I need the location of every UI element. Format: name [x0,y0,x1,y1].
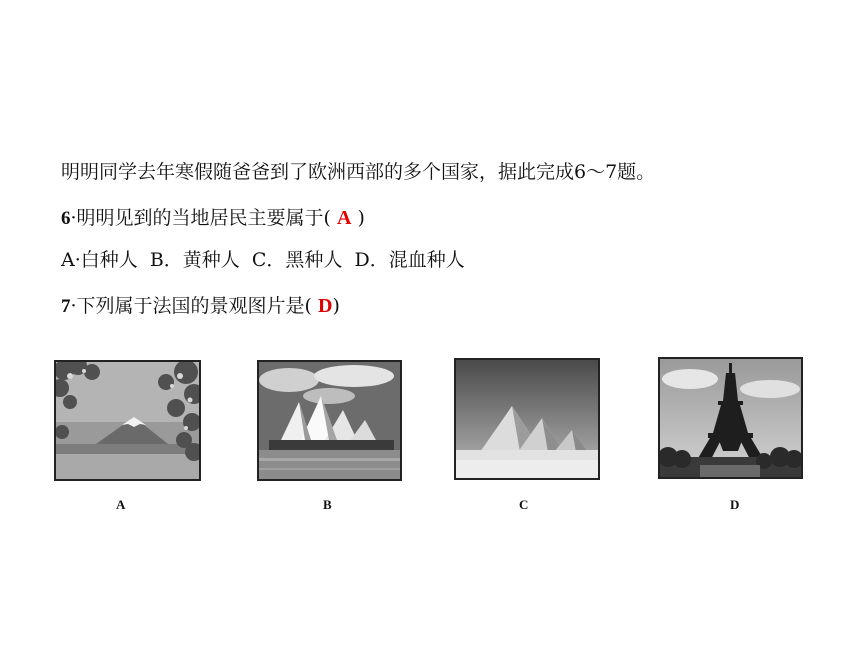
question-7-close: ) [332,295,340,317]
question-7-stem: ·下列属于法国的景观图片是( [70,295,312,317]
question-6-close: ) [357,207,365,229]
question-6-stem: ·明明见到的当地居民主要属于( [70,207,331,229]
image-b-label: B [323,497,332,512]
egyptian-pyramids-photo[interactable] [454,358,600,480]
question-7-number: 7 [61,296,71,317]
question-7-answer: D [318,295,333,317]
intro-text: 明明同学去年寒假随爸爸到了欧洲西部的多个国家，据此完成6～7题。 [61,161,656,183]
question-6 [61,206,365,231]
mount-fuji-cherry-blossom-photo[interactable] [54,360,201,481]
question-6-answer: A [337,207,352,229]
image-c-label: C [519,497,529,512]
question-7 [61,294,340,319]
image-a-label: A [116,497,126,512]
eiffel-tower-photo[interactable] [658,357,803,479]
question-6-number: 6 [61,208,71,229]
sydney-opera-house-photo[interactable] [257,360,402,481]
image-d-label: D [730,497,740,512]
question-6-options: A·白种人 B．黄种人 C．黑种人 D．混血种人 [61,249,465,271]
